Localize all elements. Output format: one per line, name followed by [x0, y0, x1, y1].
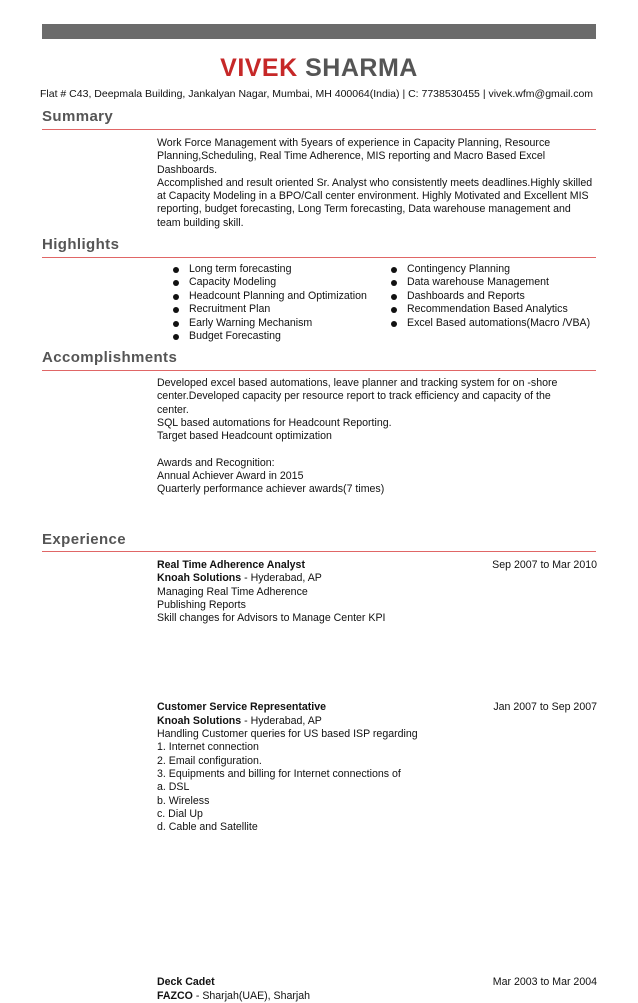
summary-line: at Capacity Modeling in a BPO/Call center environment. Highly Motivated and Excellent MIS — [157, 190, 589, 203]
summary-heading: Summary — [42, 108, 114, 125]
summary-text — [157, 137, 597, 230]
highlights-right-list — [391, 263, 590, 330]
job-detail: d. Cable and Satellite — [157, 821, 258, 834]
contact-info: Flat # C43, Deepmala Building, Jankalyan Nagar, Mumbai, MH 400064(India) | C: 7738530455 | vivek.wfm@gmail.com — [40, 88, 594, 100]
job-detail: Handling Customer queries for US based ISP regarding — [157, 728, 418, 741]
bullet-icon — [173, 267, 179, 273]
job-detail: a. DSL — [157, 781, 190, 794]
job-entry — [157, 559, 597, 625]
experience-rule — [42, 551, 596, 552]
last-name: SHARMA — [305, 54, 418, 82]
job-title: Real Time Adherence Analyst — [157, 559, 305, 571]
job-title: Customer Service Representative — [157, 701, 326, 714]
list-item: Contingency Planning — [391, 263, 590, 276]
summary-line: reporting, budget forecasting, Long Term forecasting, Data warehouse management and — [157, 203, 571, 216]
summary-line: team building skill. — [157, 216, 244, 229]
accomplishment-line: Target based Headcount optimization — [157, 430, 332, 443]
job-detail: 1. Internet connection — [157, 741, 259, 754]
job-location: - Sharjah(UAE), Sharjah — [192, 989, 311, 1002]
list-item: Headcount Planning and Optimization — [173, 290, 367, 303]
list-item: Data warehouse Management — [391, 276, 590, 289]
summary-line: Planning,Scheduling, Real Time Adherence, MIS reporting and Macro Based Excel — [157, 150, 546, 163]
bullet-icon — [391, 280, 397, 286]
bullet-icon — [173, 334, 179, 340]
job-date: Mar 2003 to Mar 2004 — [492, 976, 597, 989]
summary-rule — [42, 129, 596, 130]
job-company: FAZCO — [157, 989, 193, 1002]
bullet-icon — [173, 321, 179, 327]
accomplishment-line — [157, 443, 597, 456]
bullet-icon — [391, 307, 397, 313]
job-company: Knoah Solutions — [157, 714, 242, 727]
accomplishment-line: Annual Achiever Award in 2015 — [157, 470, 304, 483]
bullet-icon — [173, 294, 179, 300]
experience-heading: Experience — [42, 531, 127, 548]
accomplishment-line: Awards and Recognition: — [157, 456, 275, 469]
accomplishments-rule — [42, 370, 596, 371]
job-detail: Publishing Reports — [157, 598, 246, 611]
list-item: Recruitment Plan — [173, 303, 367, 316]
accomplishment-line: SQL based automations for Headcount Reporting. — [157, 416, 392, 429]
accomplishments-heading: Accomplishments — [42, 349, 178, 366]
list-item: Early Warning Mechanism — [173, 317, 367, 330]
list-item: Excel Based automations(Macro /VBA) — [391, 317, 590, 330]
job-company: Knoah Solutions — [157, 572, 242, 585]
list-item: Capacity Modeling — [173, 276, 367, 289]
list-item: Dashboards and Reports — [391, 290, 590, 303]
job-detail: Managing Real Time Adherence — [157, 585, 308, 598]
header-bar — [42, 24, 596, 39]
job-entry — [157, 976, 597, 1003]
job-date: Sep 2007 to Mar 2010 — [492, 559, 597, 571]
job-date: Jan 2007 to Sep 2007 — [493, 701, 597, 714]
highlights-left-list — [173, 263, 367, 343]
job-detail: c. Dial Up — [157, 807, 203, 820]
bullet-icon — [173, 280, 179, 286]
list-item: Recommendation Based Analytics — [391, 303, 590, 316]
job-location: - Hyderabad, AP — [241, 572, 322, 585]
accomplishments-text — [157, 377, 597, 497]
accomplishment-line: center. — [157, 403, 189, 416]
summary-line: Accomplished and result oriented Sr. Analyst who consistently meets deadlines.Highly skilled — [157, 176, 593, 189]
first-name: VIVEK — [220, 54, 298, 82]
accomplishment-line: center.Developed capacity per resource report to track efficiency and capacity of the — [157, 390, 551, 403]
job-title: Deck Cadet — [157, 976, 215, 989]
job-detail: b. Wireless — [157, 794, 210, 807]
job-detail: 2. Email configuration. — [157, 754, 262, 767]
highlights-rule — [42, 257, 596, 258]
job-detail: Skill changes for Advisors to Manage Center KPI — [157, 612, 386, 625]
accomplishment-line: Developed excel based automations, leave planner and tracking system for on -shore — [157, 377, 558, 389]
job-location: - Hyderabad, AP — [241, 714, 322, 727]
job-detail: 3. Equipments and billing for Internet connections of — [157, 767, 401, 780]
bullet-icon — [391, 321, 397, 327]
accomplishment-line: Quarterly performance achiever awards(7 times) — [157, 483, 385, 496]
summary-line: Work Force Management with 5years of experience in Capacity Planning, Resource — [157, 137, 551, 149]
bullet-icon — [391, 294, 397, 300]
bullet-icon — [173, 307, 179, 313]
candidate-name — [0, 54, 638, 83]
list-item: Long term forecasting — [173, 263, 367, 276]
list-item: Budget Forecasting — [173, 330, 367, 343]
job-entry — [157, 701, 597, 834]
summary-line: Dashboards. — [157, 163, 218, 176]
highlights-heading: Highlights — [42, 236, 120, 253]
bullet-icon — [391, 267, 397, 273]
